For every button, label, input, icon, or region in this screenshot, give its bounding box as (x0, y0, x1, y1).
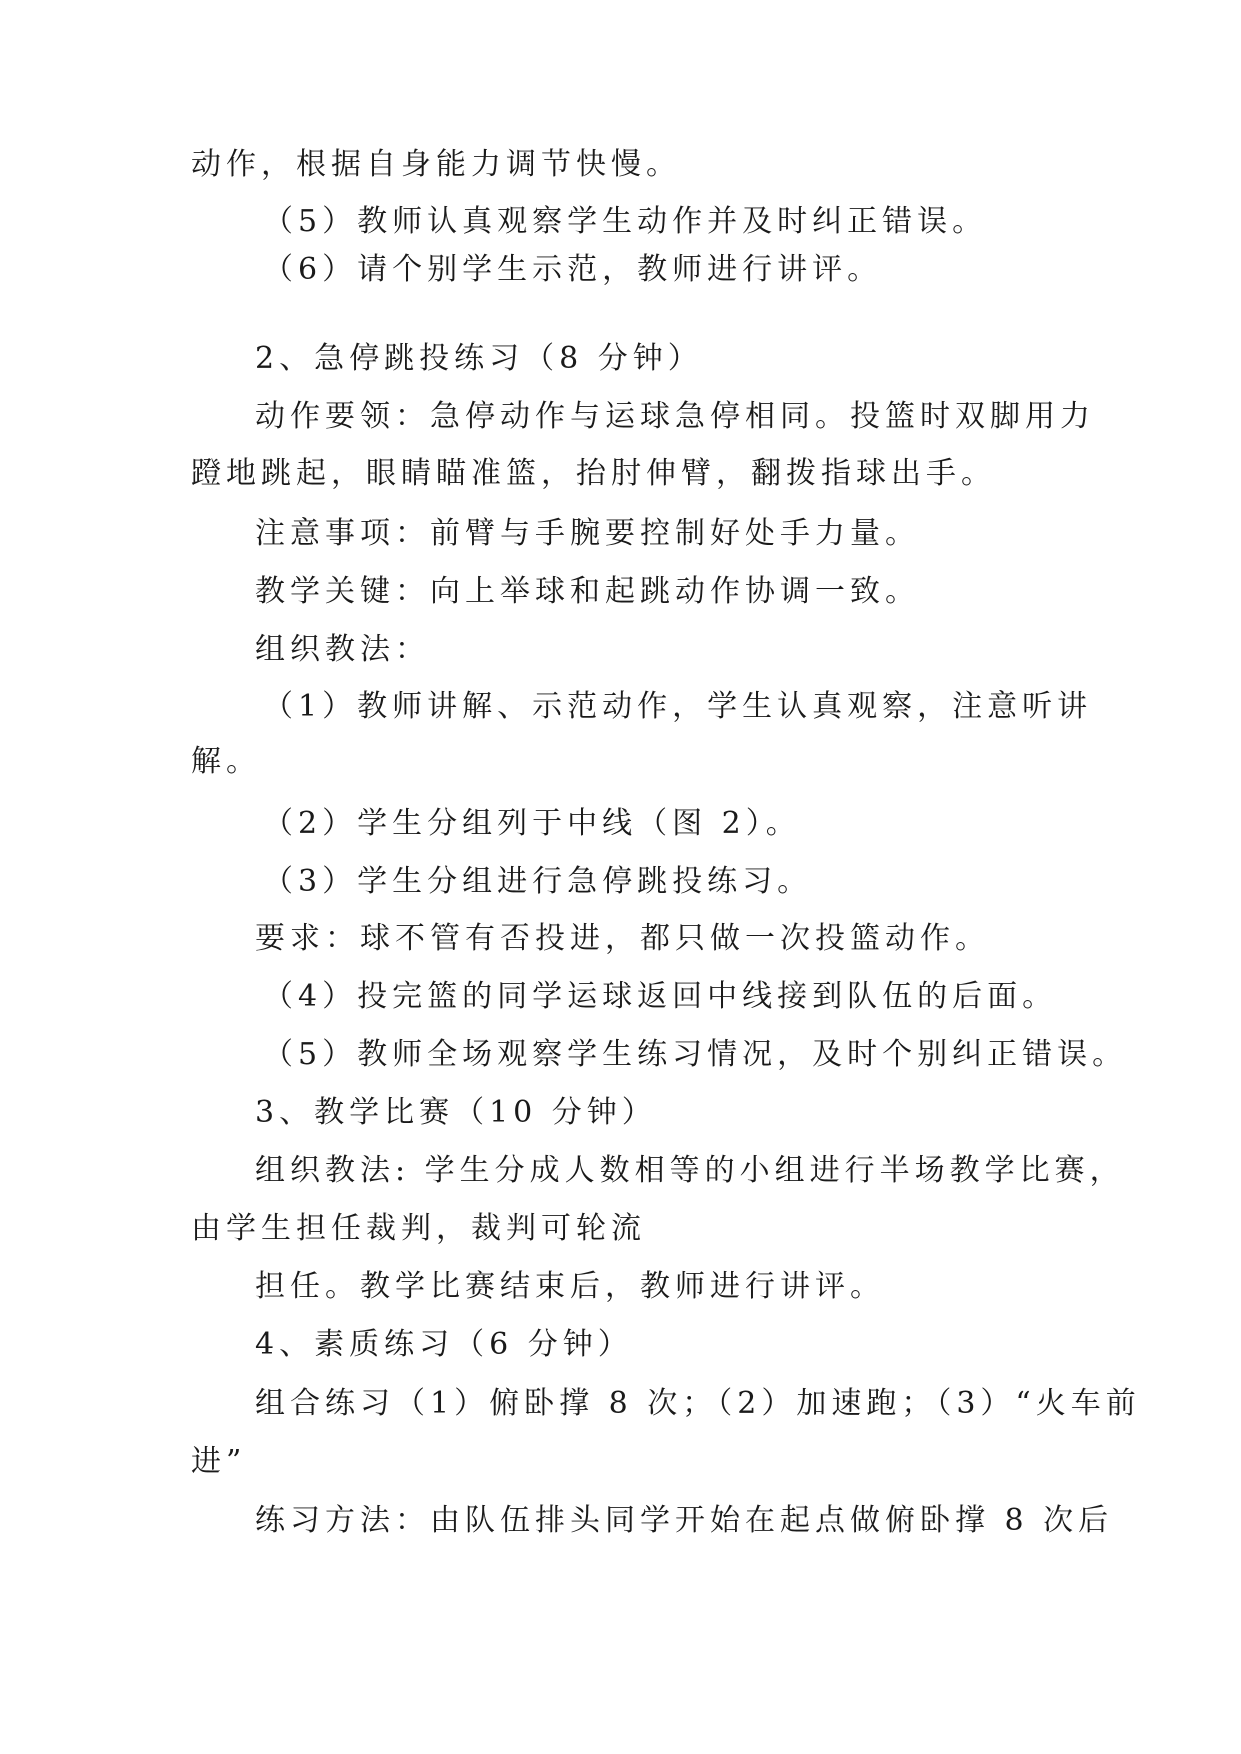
section-heading: 2、急停跳投练习（8 分钟） (255, 341, 703, 376)
text-line: （5）教师认真观察学生动作并及时纠正错误。 (263, 204, 988, 239)
text-line: 进” (191, 1444, 247, 1479)
text-line: 解。 (191, 744, 261, 779)
text-line: 由学生担任裁判，裁判可轮流 (191, 1211, 646, 1246)
text-line: 担任。教学比赛结束后，教师进行讲评。 (255, 1269, 885, 1304)
text-line: （1）教师讲解、示范动作，学生认真观察，注意听讲 (263, 689, 1093, 724)
text-line: 要求：球不管有否投进，都只做一次投篮动作。 (255, 921, 990, 956)
text-line: 练习方法：由队伍排头同学开始在起点做俯卧撑 8 次后 (255, 1503, 1114, 1538)
text-line: （3）学生分组进行急停跳投练习。 (263, 864, 813, 899)
text-line: （2）学生分组列于中线（图 2）。 (263, 806, 801, 841)
text-line: 组织教法: 学生分成人数相等的小组进行半场教学比赛， (255, 1153, 1125, 1188)
text-line: 组织教法： (255, 632, 430, 667)
text-line: 蹬地跳起，眼睛瞄准篮，抬肘伸臂，翻拨指球出手。 (191, 456, 996, 491)
text-line: 组合练习（1）俯卧撑 8 次；（2）加速跑；（3）“火车前 (255, 1386, 1141, 1421)
text-line: 动作要领：急停动作与运球急停相同。投篮时双脚用力 (255, 399, 1095, 434)
text-line: 教学关键：向上举球和起跳动作协调一致。 (255, 574, 920, 609)
text-line: （4）投完篮的同学运球返回中线接到队伍的后面。 (263, 979, 1058, 1014)
section-heading: 4、素质练习（6 分钟） (255, 1327, 633, 1362)
text-line: 注意事项：前臂与手腕要控制好处手力量。 (255, 516, 920, 551)
text-line: （5）教师全场观察学生练习情况，及时个别纠正错误。 (263, 1037, 1128, 1072)
text-line: （6）请个别学生示范，教师进行讲评。 (263, 252, 883, 287)
text-line: 动作，根据自身能力调节快慢。 (191, 147, 681, 182)
section-heading: 3、教学比赛（10 分钟） (255, 1095, 657, 1130)
